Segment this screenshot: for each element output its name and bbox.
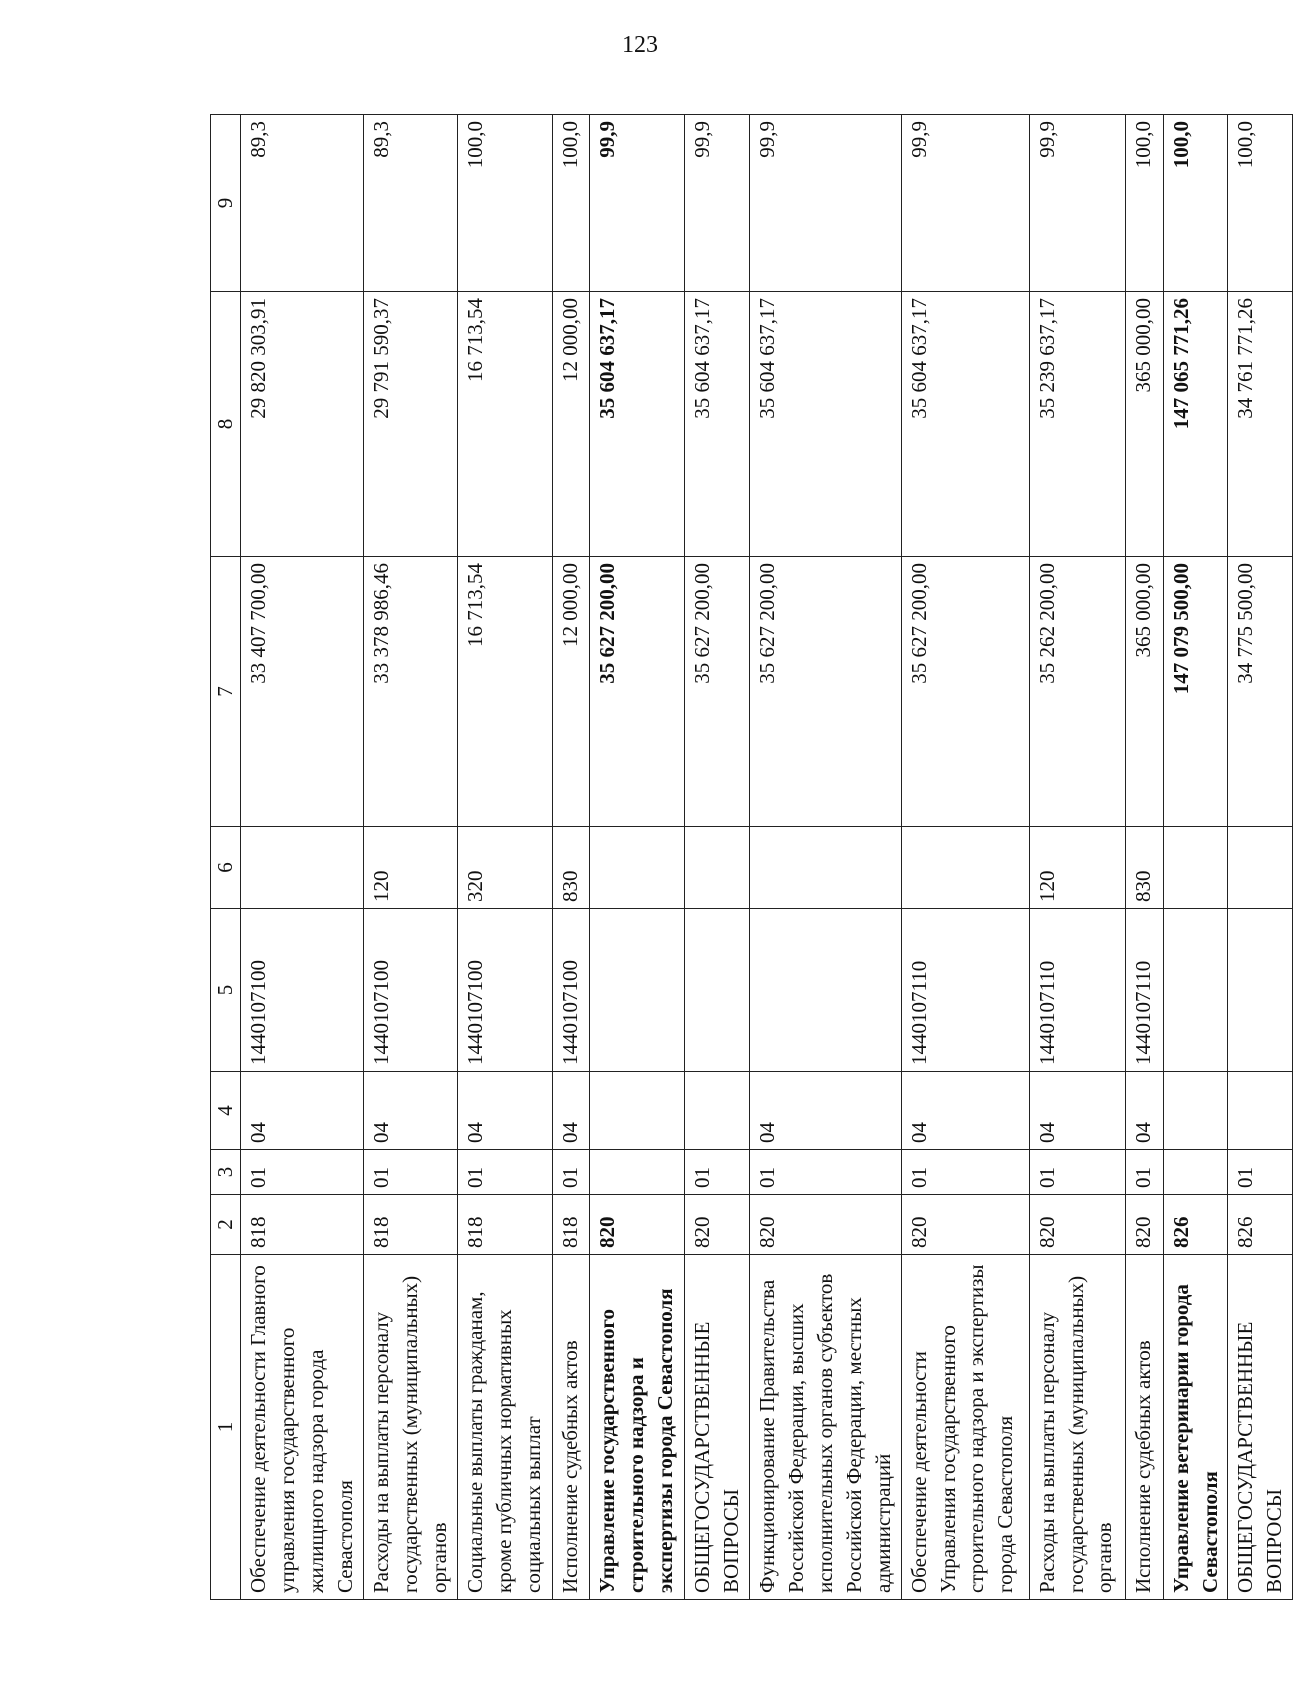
admin-code-cell: 820 — [1029, 1195, 1125, 1255]
approved-amount-cell: 147 079 500,00 — [1163, 557, 1228, 827]
expense-type-cell: 120 — [1029, 827, 1125, 909]
section-cell: 01 — [749, 1150, 901, 1195]
table-row — [749, 115, 901, 1600]
header-cell: 3 — [211, 1150, 241, 1195]
header-cell: 8 — [211, 292, 241, 557]
table-row — [552, 115, 589, 1600]
target-article-cell — [1163, 909, 1228, 1072]
row-name-cell: Управление государственного строительного надзора и экспертизы города Севастополя — [589, 1255, 684, 1600]
approved-amount-cell: 16 713,54 — [457, 557, 552, 827]
executed-amount-cell: 35 239 637,17 — [1029, 292, 1125, 557]
expense-type-cell: 830 — [1125, 827, 1163, 909]
table-body — [240, 115, 1292, 1600]
subsection-cell: 04 — [1029, 1072, 1125, 1150]
execution-percent-cell: 99,9 — [589, 115, 684, 292]
subsection-cell — [684, 1072, 749, 1150]
subsection-cell: 04 — [1125, 1072, 1163, 1150]
subsection-cell: 04 — [363, 1072, 457, 1150]
executed-amount-cell: 147 065 771,26 — [1163, 292, 1228, 557]
admin-code-cell: 818 — [552, 1195, 589, 1255]
section-cell: 01 — [363, 1150, 457, 1195]
subsection-cell: 04 — [749, 1072, 901, 1150]
header-cell: 7 — [211, 557, 241, 827]
approved-amount-cell: 35 627 200,00 — [749, 557, 901, 827]
header-cell: 5 — [211, 909, 241, 1072]
executed-amount-cell: 35 604 637,17 — [901, 292, 1029, 557]
executed-amount-cell: 35 604 637,17 — [749, 292, 901, 557]
page-number: 123 — [622, 32, 658, 58]
table-row — [1029, 115, 1125, 1600]
admin-code-cell: 820 — [684, 1195, 749, 1255]
executed-amount-cell: 12 000,00 — [552, 292, 589, 557]
admin-code-cell: 820 — [749, 1195, 901, 1255]
table-row — [457, 115, 552, 1600]
target-article-cell — [749, 909, 901, 1072]
subsection-cell — [1228, 1072, 1293, 1150]
admin-code-cell: 826 — [1163, 1195, 1228, 1255]
admin-code-cell: 820 — [901, 1195, 1029, 1255]
table-row — [1163, 115, 1228, 1600]
expense-type-cell — [1228, 827, 1293, 909]
row-name-cell: Расходы на выплаты персоналу государственных (муниципальных) органов — [1029, 1255, 1125, 1600]
row-name-cell: Обеспечение деятельности Главного управления государственного жилищного надзора города Севастополя — [240, 1255, 363, 1600]
section-cell — [1163, 1150, 1228, 1195]
target-article-cell — [684, 909, 749, 1072]
target-article-cell: 1440107100 — [552, 909, 589, 1072]
subsection-cell: 04 — [552, 1072, 589, 1150]
execution-percent-cell: 100,0 — [1125, 115, 1163, 292]
approved-amount-cell: 35 627 200,00 — [589, 557, 684, 827]
table-row — [363, 115, 457, 1600]
execution-percent-cell: 89,3 — [240, 115, 363, 292]
table-row — [1125, 115, 1163, 1600]
executed-amount-cell: 16 713,54 — [457, 292, 552, 557]
budget-table — [210, 114, 1293, 1600]
expense-type-cell: 320 — [457, 827, 552, 909]
executed-amount-cell: 29 820 303,91 — [240, 292, 363, 557]
section-cell: 01 — [552, 1150, 589, 1195]
approved-amount-cell: 33 378 986,46 — [363, 557, 457, 827]
execution-percent-cell: 100,0 — [552, 115, 589, 292]
rotated-table-container — [210, 115, 1287, 1600]
header-cell: 4 — [211, 1072, 241, 1150]
target-article-cell: 1440107100 — [457, 909, 552, 1072]
section-cell: 01 — [901, 1150, 1029, 1195]
execution-percent-cell: 100,0 — [1228, 115, 1293, 292]
subsection-cell — [1163, 1072, 1228, 1150]
table-row — [240, 115, 363, 1600]
section-cell: 01 — [240, 1150, 363, 1195]
target-article-cell — [589, 909, 684, 1072]
section-cell: 01 — [1125, 1150, 1163, 1195]
executed-amount-cell: 29 791 590,37 — [363, 292, 457, 557]
approved-amount-cell: 34 775 500,00 — [1228, 557, 1293, 827]
target-article-cell: 1440107110 — [901, 909, 1029, 1072]
execution-percent-cell: 89,3 — [363, 115, 457, 292]
target-article-cell: 1440107110 — [1029, 909, 1125, 1072]
target-article-cell: 1440107100 — [363, 909, 457, 1072]
execution-percent-cell: 99,9 — [1029, 115, 1125, 292]
approved-amount-cell: 12 000,00 — [552, 557, 589, 827]
subsection-cell: 04 — [240, 1072, 363, 1150]
approved-amount-cell: 35 262 200,00 — [1029, 557, 1125, 827]
executed-amount-cell: 365 000,00 — [1125, 292, 1163, 557]
row-name-cell: Обеспечение деятельности Управления государственного строительного надзора и экспертизы города Севастополя — [901, 1255, 1029, 1600]
admin-code-cell: 820 — [589, 1195, 684, 1255]
subsection-cell — [589, 1072, 684, 1150]
row-name-cell: Социальные выплаты гражданам, кроме публичных нормативных социальных выплат — [457, 1255, 552, 1600]
header-cell: 1 — [211, 1255, 241, 1600]
execution-percent-cell: 100,0 — [457, 115, 552, 292]
admin-code-cell: 818 — [363, 1195, 457, 1255]
executed-amount-cell: 34 761 771,26 — [1228, 292, 1293, 557]
table-row — [589, 115, 684, 1600]
expense-type-cell — [684, 827, 749, 909]
expense-type-cell — [240, 827, 363, 909]
header-cell: 2 — [211, 1195, 241, 1255]
row-name-cell: Исполнение судебных актов — [552, 1255, 589, 1600]
table-row — [684, 115, 749, 1600]
approved-amount-cell: 33 407 700,00 — [240, 557, 363, 827]
admin-code-cell: 818 — [240, 1195, 363, 1255]
section-cell: 01 — [1029, 1150, 1125, 1195]
execution-percent-cell: 100,0 — [1163, 115, 1228, 292]
expense-type-cell: 120 — [363, 827, 457, 909]
row-name-cell: Управление ветеринарии города Севастополя — [1163, 1255, 1228, 1600]
section-cell: 01 — [1228, 1150, 1293, 1195]
header-cell: 6 — [211, 827, 241, 909]
expense-type-cell — [1163, 827, 1228, 909]
subsection-cell: 04 — [457, 1072, 552, 1150]
row-name-cell: ОБЩЕГОСУДАРСТВЕННЫЕ ВОПРОСЫ — [684, 1255, 749, 1600]
table-row — [901, 115, 1029, 1600]
expense-type-cell — [901, 827, 1029, 909]
target-article-cell: 1440107110 — [1125, 909, 1163, 1072]
header-row — [211, 115, 241, 1600]
executed-amount-cell: 35 604 637,17 — [589, 292, 684, 557]
table-row — [1228, 115, 1293, 1600]
admin-code-cell: 818 — [457, 1195, 552, 1255]
execution-percent-cell: 99,9 — [901, 115, 1029, 292]
expense-type-cell — [749, 827, 901, 909]
row-name-cell: Функционирование Правительства Российской Федерации, высших исполнительных органов субъектов Российской Федерации, местных администраций — [749, 1255, 901, 1600]
subsection-cell: 04 — [901, 1072, 1029, 1150]
approved-amount-cell: 35 627 200,00 — [901, 557, 1029, 827]
expense-type-cell — [589, 827, 684, 909]
section-cell — [589, 1150, 684, 1195]
admin-code-cell: 820 — [1125, 1195, 1163, 1255]
admin-code-cell: 826 — [1228, 1195, 1293, 1255]
executed-amount-cell: 35 604 637,17 — [684, 292, 749, 557]
execution-percent-cell: 99,9 — [749, 115, 901, 292]
header-cell: 9 — [211, 115, 241, 292]
row-name-cell: ОБЩЕГОСУДАРСТВЕННЫЕ ВОПРОСЫ — [1228, 1255, 1293, 1600]
target-article-cell — [1228, 909, 1293, 1072]
approved-amount-cell: 365 000,00 — [1125, 557, 1163, 827]
target-article-cell: 1440107100 — [240, 909, 363, 1072]
section-cell: 01 — [684, 1150, 749, 1195]
row-name-cell: Расходы на выплаты персоналу государственных (муниципальных) органов — [363, 1255, 457, 1600]
expense-type-cell: 830 — [552, 827, 589, 909]
execution-percent-cell: 99,9 — [684, 115, 749, 292]
approved-amount-cell: 35 627 200,00 — [684, 557, 749, 827]
row-name-cell: Исполнение судебных актов — [1125, 1255, 1163, 1600]
section-cell: 01 — [457, 1150, 552, 1195]
